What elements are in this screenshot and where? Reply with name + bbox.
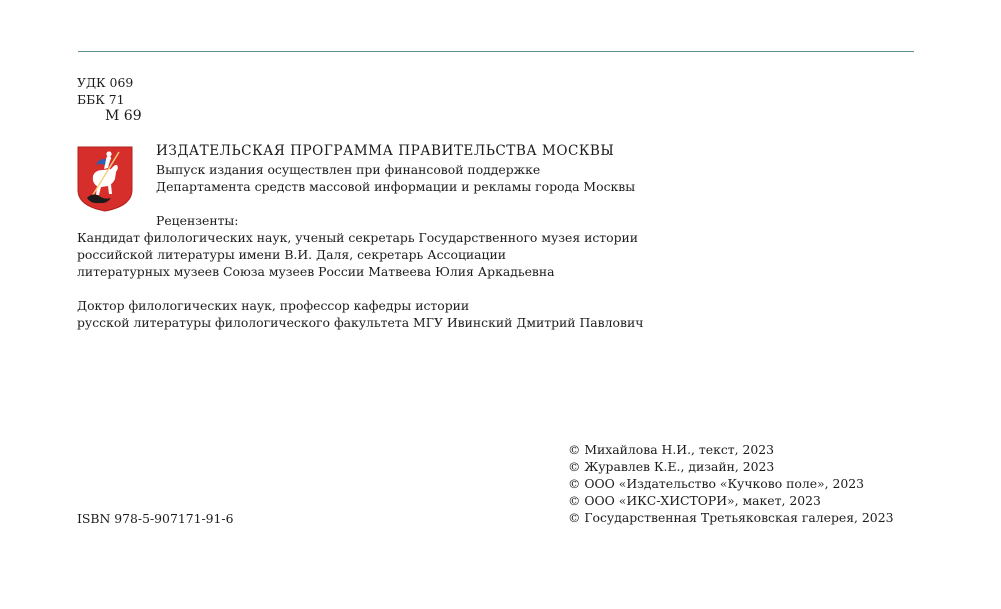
copyright-line: © ООО «ИКС-ХИСТОРИ», макет, 2023 xyxy=(568,493,821,508)
emblem-rider-head xyxy=(106,151,111,156)
author-mark: М 69 xyxy=(105,108,142,124)
copyright-line: © Михайлова Н.И., текст, 2023 xyxy=(568,442,775,457)
reviewer-1-line-1: Кандидат филологических наук, ученый секретарь Государственного музея истории xyxy=(77,230,639,245)
reviewer-1-line-3: литературных музеев Союза музеев России Матвеева Юлия Аркадьевна xyxy=(77,264,555,279)
reviewers-heading: Рецензенты: xyxy=(156,213,239,228)
isbn: ISBN 978-5-907171-91-6 xyxy=(77,511,234,526)
udk-code: УДК 069 xyxy=(77,75,134,90)
top-divider xyxy=(78,51,914,52)
program-line-1: Выпуск издания осуществлен при финансовой поддержке xyxy=(156,162,541,177)
moscow-coat-of-arms-icon xyxy=(77,146,133,212)
bbk-code: ББК 71 xyxy=(77,92,125,107)
reviewer-2-line-2: русской литературы филологического факультета МГУ Ивинский Дмитрий Павлович xyxy=(77,315,644,330)
program-title: ИЗДАТЕЛЬСКАЯ ПРОГРАММА ПРАВИТЕЛЬСТВА МОСКВЫ xyxy=(156,143,615,159)
reviewer-2-line-1: Доктор филологических наук, профессор кафедры истории xyxy=(77,298,470,313)
copyright-line: © Государственная Третьяковская галерея, 2023 xyxy=(568,510,894,525)
reviewer-1-line-2: российской литературы имени В.И. Даля, секретарь Ассоциации xyxy=(77,247,507,262)
program-line-2: Департамента средств массовой информации и рекламы города Москвы xyxy=(156,179,636,194)
copyright-line: © ООО «Издательство «Кучково поле», 2023 xyxy=(568,476,865,491)
copyright-line: © Журавлев К.Е., дизайн, 2023 xyxy=(568,459,775,474)
copyright-block xyxy=(568,441,893,526)
